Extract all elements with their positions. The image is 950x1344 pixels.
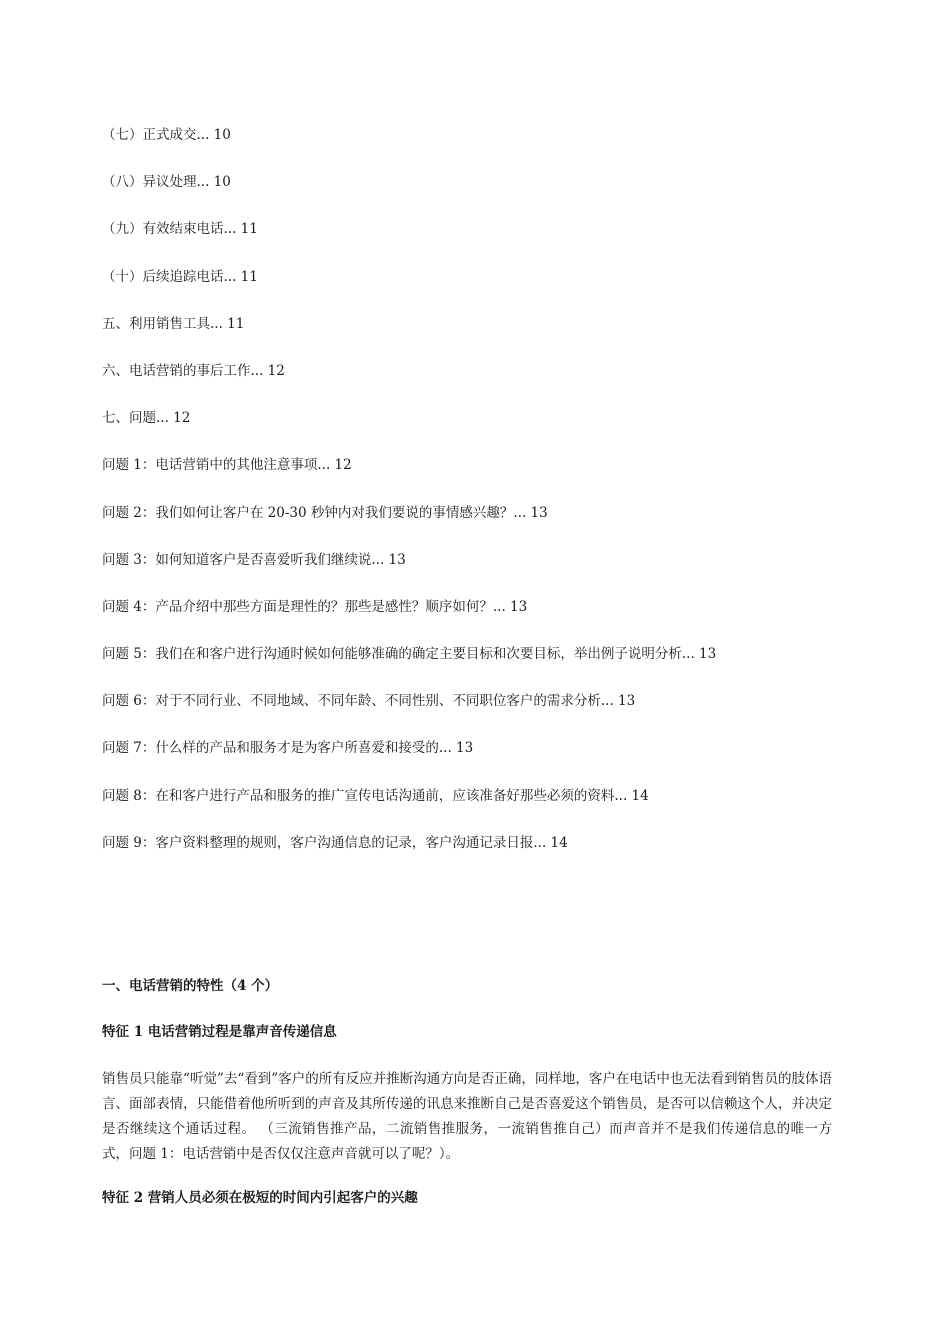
body-section bbox=[102, 975, 832, 1209]
toc-item[interactable]: （八）异议处理... 10 bbox=[102, 174, 231, 191]
toc-item[interactable]: 问题 7：什么样的产品和服务才是为客户所喜爱和接受的... 13 bbox=[102, 740, 474, 757]
toc-item[interactable]: 问题 6：对于不同行业、不同地域、不同年龄、不同性别、不同职位客户的需求分析... 13 bbox=[102, 693, 636, 710]
toc-item[interactable]: 五、利用销售工具... 11 bbox=[102, 315, 245, 332]
toc-item[interactable]: 七、问题... 12 bbox=[102, 410, 191, 427]
toc-item[interactable]: （九）有效结束电话... 11 bbox=[102, 221, 258, 238]
toc-item[interactable]: 问题 2：我们如何让客户在 20-30 秒钟内对我们要说的事情感兴趣？... 13 bbox=[102, 504, 548, 521]
feature-1-heading: 特征 1 电话营销过程是靠声音传递信息 bbox=[102, 1024, 337, 1040]
toc-item[interactable]: （十）后续追踪电话... 11 bbox=[102, 268, 258, 285]
toc-item[interactable]: （七）正式成交... 10 bbox=[102, 127, 231, 143]
toc-item[interactable]: 问题 8：在和客户进行产品和服务的推广宣传电话沟通前，应该准备好那些必须的资料... 14 bbox=[102, 787, 649, 804]
toc-item[interactable]: 问题 1：电话营销中的其他注意事项... 12 bbox=[102, 457, 352, 474]
feature-2-heading: 特征 2 营销人员必须在极短的时间内引起客户的兴趣 bbox=[102, 1190, 418, 1206]
toc-item[interactable]: 问题 9：客户资料整理的规则，客户沟通信息的记录，客户沟通记录日报... 14 bbox=[102, 834, 568, 851]
toc-item[interactable]: 问题 4：产品介绍中那些方面是理性的？那些是感性？顺序如何？... 13 bbox=[102, 598, 528, 615]
toc-item[interactable]: 问题 3：如何知道客户是否喜爱听我们继续说... 13 bbox=[102, 551, 406, 568]
section-heading: 一、电话营销的特性（4 个） bbox=[102, 978, 279, 994]
toc-item[interactable]: 问题 5：我们在和客户进行沟通时候如何能够准确的确定主要目标和次要目标，举出例子说明分析... 13 bbox=[102, 646, 717, 663]
toc-item[interactable]: 六、电话营销的事后工作... 12 bbox=[102, 362, 285, 379]
feature-1-paragraph: 销售员只能靠“听觉”去“看到”客户的所有反应并推断沟通方向是否正确，同样地，客户在电话中也无法看到销售员的肢体语言、面部表情，只能借着他所听到的声音及其所传递的讯息来推断自己是否喜爱这个销售员，是否可以信赖这个人，并决定是否继续这个通话过程。 （三流销售推产品，二流销售推服务，一流销售推自己）而声音并不是我们传递信息的唯一方式，问题 1：电话营销中是否仅仅注意声音就可以了呢？）。 bbox=[102, 1071, 832, 1162]
table-of-contents bbox=[102, 124, 832, 879]
